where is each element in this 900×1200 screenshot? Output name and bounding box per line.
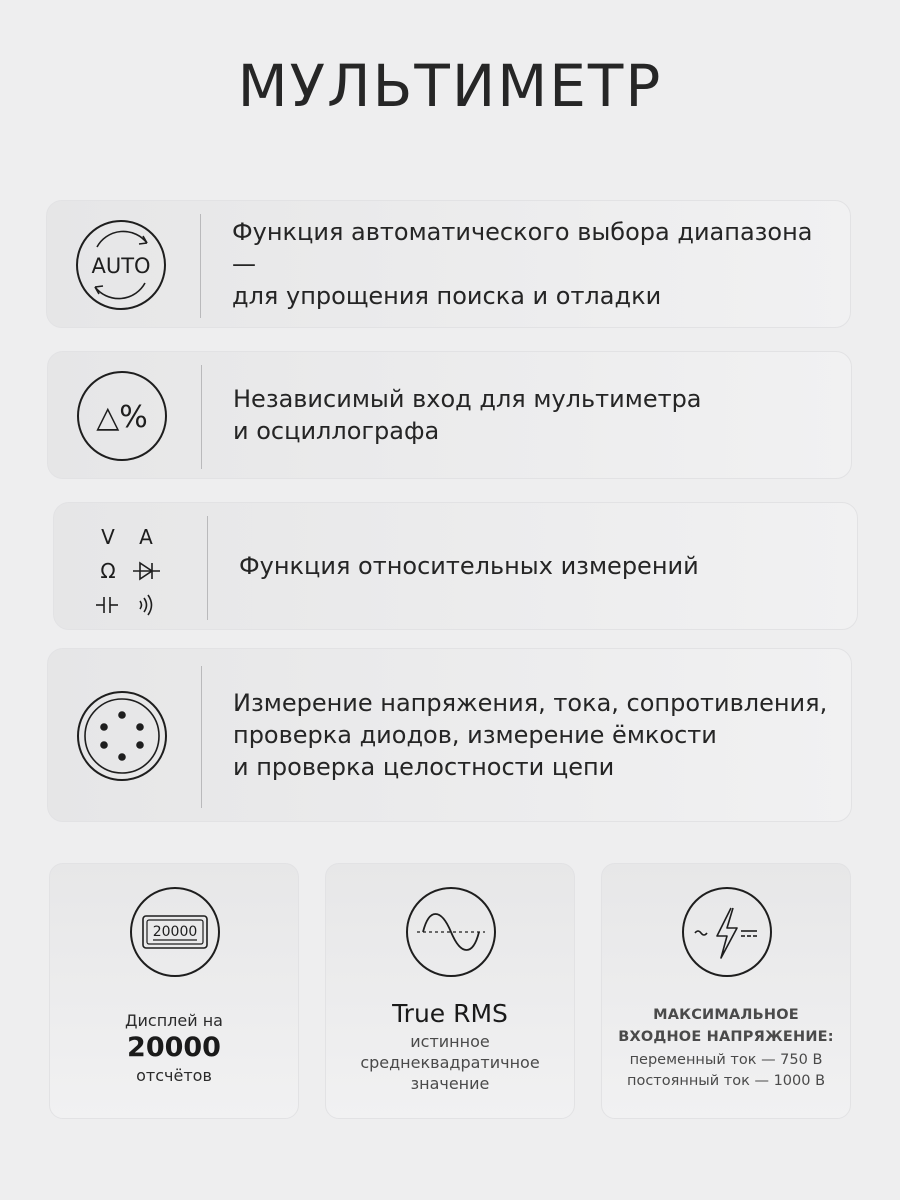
feature-card-independent-input [47,351,852,479]
connector-icon [74,688,170,784]
spec-line: значение [410,1074,490,1093]
page-title: МУЛЬТИМЕТР [237,52,663,120]
spec-line: среднеквадратичное [360,1053,540,1072]
spec-card-max-voltage [601,863,851,1119]
divider [200,214,201,318]
spec-title-line: ВХОДНОЕ НАПРЯЖЕНИЕ: [618,1029,834,1045]
delta-percent-label: △% [96,400,148,435]
spec-suffix: отсчётов [136,1066,212,1085]
divider [201,365,202,469]
ampere-symbol: A [139,525,153,549]
delta-percent-icon [74,368,170,464]
sine-wave-icon [405,886,497,978]
feature-text [233,352,831,478]
measurement-modes-icon [80,517,176,617]
continuity-icon [140,595,152,615]
feature-text-line: для упрощения поиска и отладки [232,282,662,310]
auto-icon-label: AUTO [91,254,151,278]
spec-line: истинное [410,1032,490,1051]
feature-text-line: Функция относительных измерений [239,552,699,580]
spec-card-display [49,863,299,1119]
spec-title-line: МАКСИМАЛЬНОЕ [653,1007,799,1023]
feature-text-line: и проверка целостности цепи [233,753,615,781]
ohm-symbol: Ω [100,559,116,583]
spec-line: переменный ток — 750 В [629,1052,823,1068]
voltage-bolt-icon [681,886,773,978]
feature-text-line: Независимый вход для мультиметра [233,385,702,413]
divider [207,516,208,620]
feature-text-line: проверка диодов, измерение ёмкости [233,721,717,749]
diode-icon [133,563,160,579]
feature-text-line: и осциллографа [233,417,440,445]
spec-value: 20000 [127,1032,221,1063]
divider [201,666,202,808]
spec-title: True RMS [392,999,508,1028]
feature-text-line: Измерение напряжения, тока, сопротивления, [233,689,828,717]
capacitor-icon [96,597,118,613]
feature-card-relative-measurements [53,502,858,630]
volt-symbol: V [101,525,115,549]
feature-text [239,503,837,629]
display-icon-digits: 20000 [152,924,198,940]
display-icon [129,886,221,978]
feature-card-measurement-functions [47,648,852,822]
feature-text-line: Функция автоматического выбора диапазона — [232,218,813,278]
spec-card-true-rms [325,863,575,1119]
spec-prefix: Дисплей на [125,1011,223,1030]
feature-text [232,201,830,327]
feature-text [233,649,831,821]
auto-range-icon [73,217,169,313]
feature-card-auto-range [46,200,851,328]
spec-line: постоянный ток — 1000 В [626,1073,826,1089]
